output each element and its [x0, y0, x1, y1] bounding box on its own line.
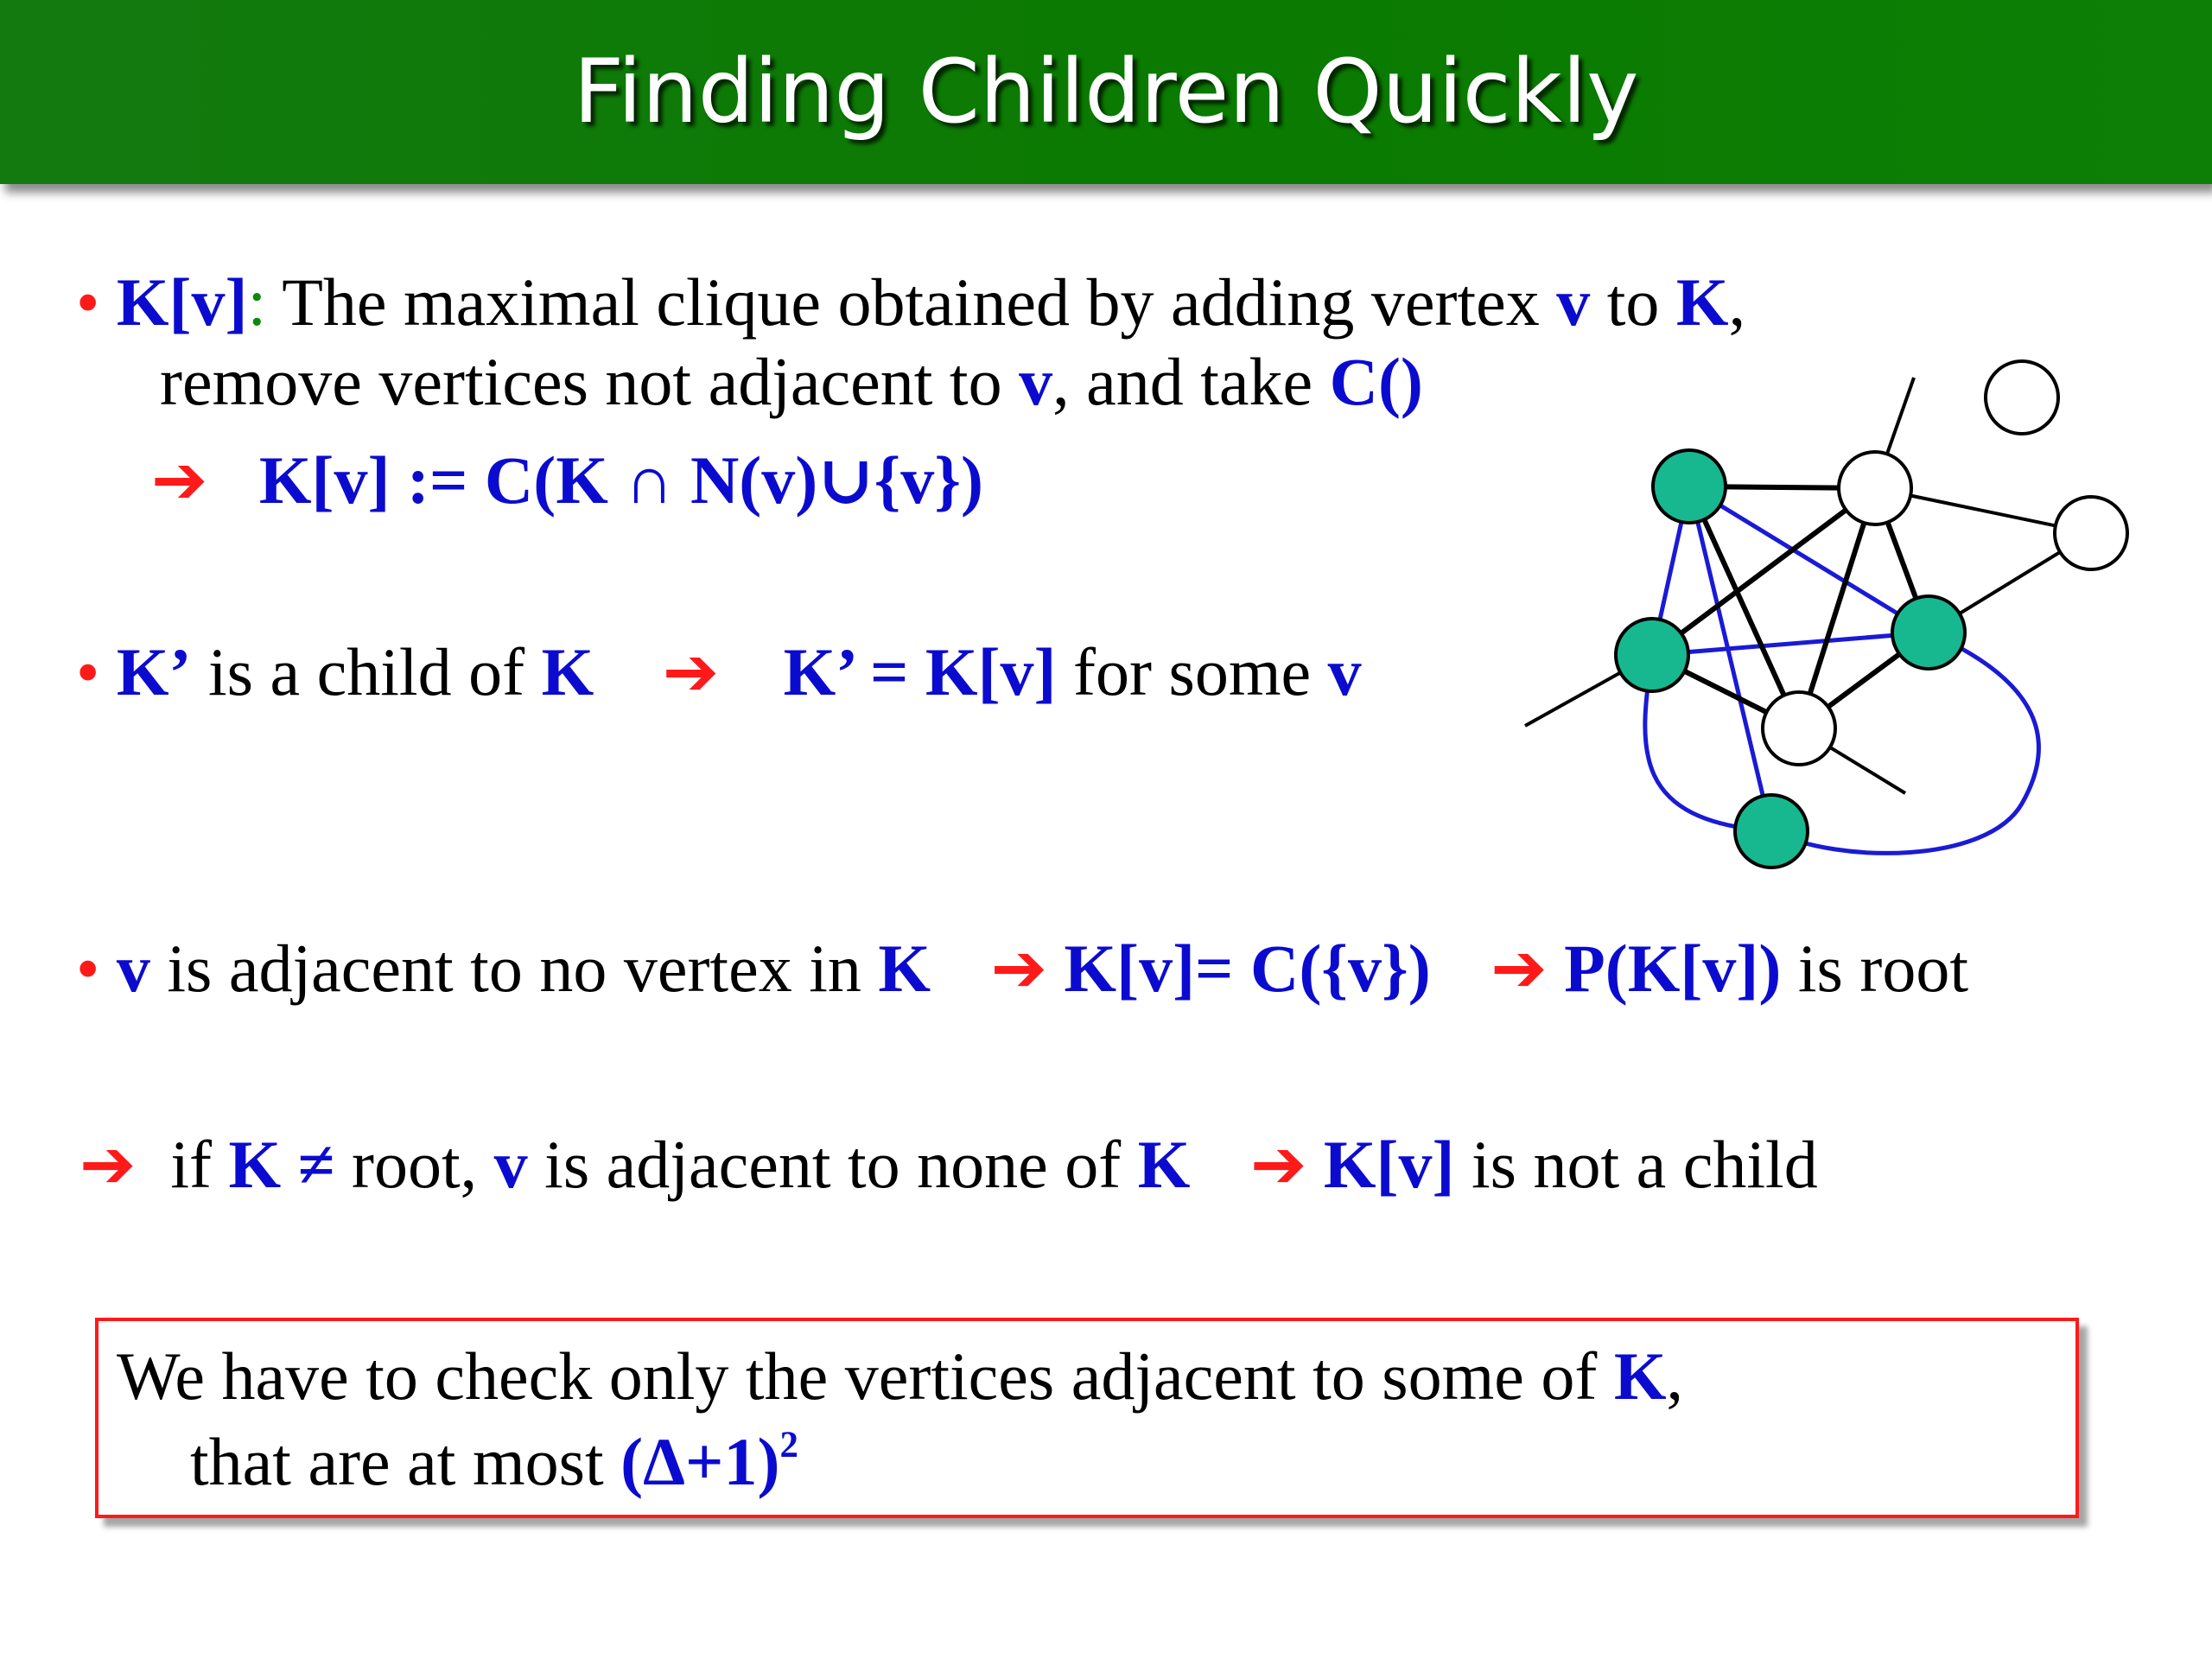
vertex-clique	[1892, 596, 1965, 669]
var-v: v	[1019, 344, 1053, 419]
vertex-isolated	[1986, 361, 2058, 434]
vertex	[1763, 692, 1835, 765]
equation: K’ = K[v]	[783, 634, 1057, 709]
var-v: v	[116, 931, 150, 1006]
arrow-icon: ➔	[990, 930, 1047, 1007]
slide-title: Finding Children Quickly	[573, 41, 1639, 143]
arrow-icon: ➔	[662, 633, 720, 711]
delta-expr: (Δ+1)	[620, 1424, 780, 1499]
kv-term: K[v]	[1323, 1127, 1455, 1202]
text: is adjacent to none of	[527, 1127, 1138, 1202]
var-v: v	[1327, 634, 1362, 709]
text: root,	[334, 1127, 494, 1202]
bullet-dot: •	[76, 931, 100, 1006]
text: is a child of	[191, 634, 542, 709]
bullet-dot: •	[76, 634, 100, 709]
k-neq: K ≠	[228, 1127, 335, 1202]
text: to	[1590, 264, 1676, 340]
var-k: K	[878, 931, 931, 1006]
text: We have to check only the vertices adjacent to some of	[117, 1338, 1614, 1414]
var-v: v	[1556, 264, 1591, 340]
var-k: K	[1137, 1127, 1191, 1202]
text: ,	[1666, 1338, 1684, 1414]
text: if	[170, 1127, 229, 1202]
colon: :	[247, 264, 267, 340]
exponent: 2	[779, 1424, 798, 1465]
text: for some	[1056, 634, 1328, 709]
func-c: C()	[1329, 344, 1423, 419]
edge	[1689, 486, 1799, 728]
edge	[1689, 486, 1771, 831]
parent-kv: P(K[v])	[1564, 931, 1782, 1006]
arrow-icon: ➔	[151, 442, 208, 519]
vertex-clique	[1735, 795, 1808, 868]
text: is not a child	[1454, 1127, 1818, 1202]
vertex	[2055, 497, 2127, 569]
var-k: K	[1675, 264, 1729, 340]
vertex-clique	[1616, 619, 1688, 691]
edge	[1652, 632, 1929, 655]
var-v: v	[493, 1127, 528, 1202]
arrow-icon: ➔	[1491, 930, 1548, 1007]
kv-equals: K[v]= C({v})	[1064, 931, 1431, 1006]
text: is root	[1781, 931, 1968, 1006]
vertex-clique	[1653, 450, 1726, 523]
text: The maximal clique obtained by adding vertex	[266, 264, 1557, 340]
var-k: K	[1613, 1338, 1667, 1414]
text: remove vertices not adjacent to	[160, 344, 1020, 419]
formula: K[v] := C(K ∩ N(v)∪{v})	[258, 442, 984, 518]
var-k-prime: K’	[116, 634, 192, 709]
text: that are at most	[190, 1424, 621, 1499]
arrow-icon: ➔	[79, 1126, 137, 1204]
vertex	[1839, 452, 1911, 524]
bullet-dot: •	[76, 264, 100, 340]
text: , and take	[1052, 344, 1330, 419]
var-k: K	[541, 634, 594, 709]
text: is adjacent to no vertex in	[149, 931, 879, 1006]
text: ,	[1728, 264, 1746, 340]
kv-term: K[v]	[116, 264, 248, 340]
arrow-icon: ➔	[1249, 1126, 1307, 1204]
